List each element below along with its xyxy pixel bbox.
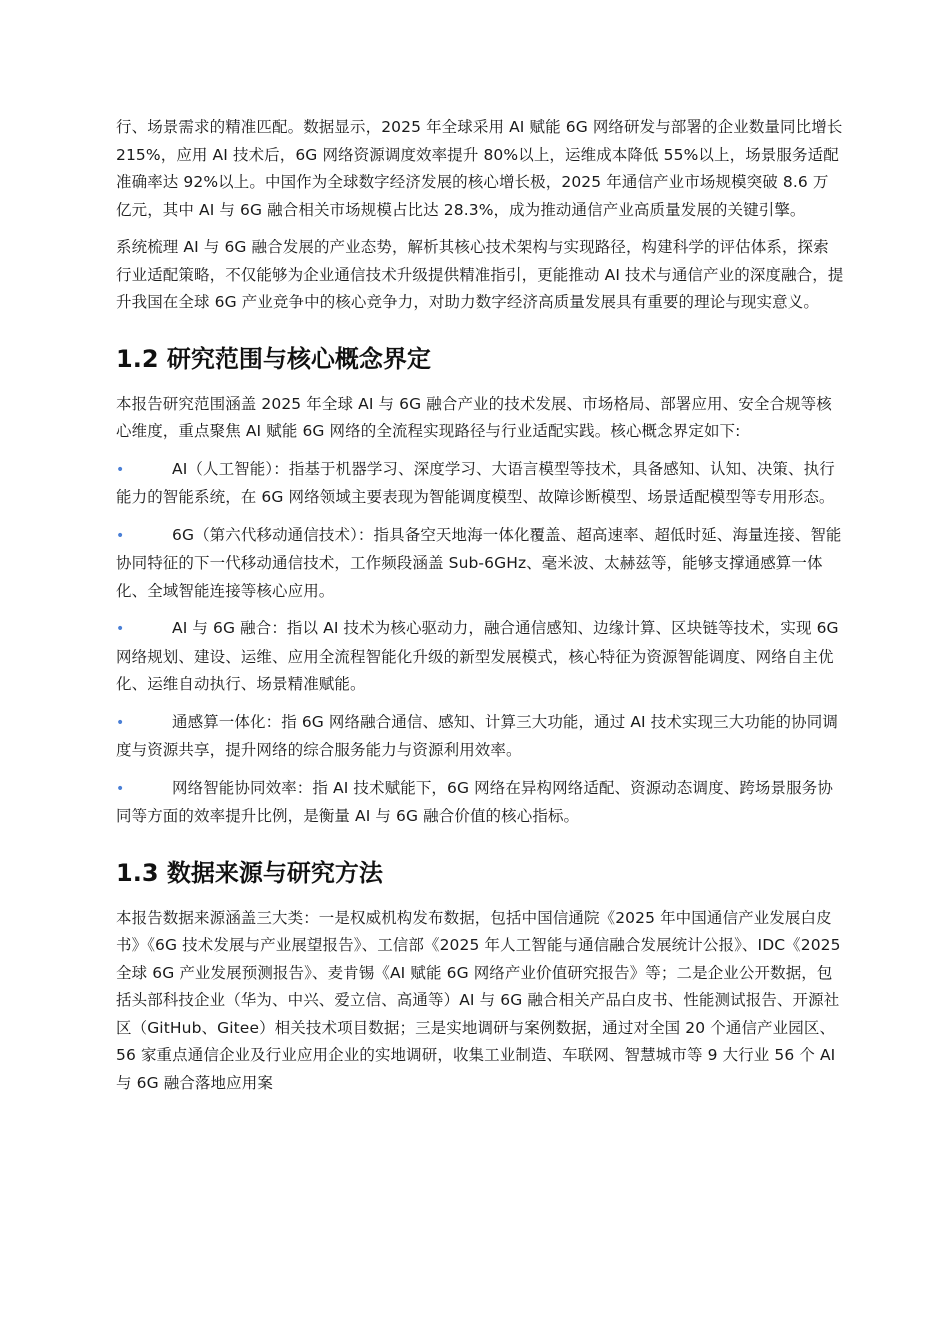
section-1-3-paragraph: 本报告数据来源涵盖三大类：一是权威机构发布数据，包括中国信通院《2025 年中国通信产业发展白皮书》《6G 技术发展与产业展望报告》、工信部《2025 年人工智能与通信融合发展统计公报》、IDC《2025 全球 6G 产业发展预测报告》、麦肯锡《AI 赋能 6G 网络产业价值研究报告》等；二是企业公开数据，包括头部科技企业（华为、中兴、爱立信、高通等）AI 与 6G 融合相关产品白皮书、性能测试报告、开源社区（GitHub、Gitee）相关技术项目数据；三是实地调研与案例数据，通过对全国 20 个通信产业园区、56 家重点通信企业及行业应用企业的实地调研，收集工业制造、车联网、智慧城市等 9 大行业 56 个 AI 与 6G 融合落地应用案 bbox=[116, 908, 841, 1092]
section-1-2-heading: 1.2 研究范围与核心概念界定 bbox=[116, 344, 431, 373]
document-body bbox=[116, 114, 844, 1107]
bullet-text: 通感算一体化：指 6G 网络融合通信、感知、计算三大功能，通过 AI 技术实现三大功能的协同调度与资源共享，提升网络的综合服务能力与资源利用效率。 bbox=[116, 712, 838, 759]
bullet-text: 网络智能协同效率：指 AI 技术赋能下，6G 网络在异构网络适配、资源动态调度、跨场景服务协同等方面的效率提升比例，是衡量 AI 与 6G 融合价值的核心指标。 bbox=[116, 778, 833, 825]
intro-paragraph-2: 系统梳理 AI 与 6G 融合发展的产业态势，解析其核心技术架构与实现路径，构建科学的评估体系，探索行业适配策略，不仅能够为企业通信技术升级提供精准指引，更能推动 AI 技术与通信产业的深度融合，提升我国在全球 6G 产业竞争中的核心竞争力，对助力数字经济高质量发展具有重要的理论与现实意义。 bbox=[116, 238, 844, 311]
bullet-dot-icon: • bbox=[116, 461, 125, 478]
section-1-3-heading: 1.3 数据来源与研究方法 bbox=[116, 858, 383, 887]
bullet-item-ai bbox=[116, 456, 844, 512]
bullet-text: AI（人工智能）：指基于机器学习、深度学习、大语言模型等技术，具备感知、认知、决策、执行能力的智能系统，在 6G 网络领域主要表现为智能调度模型、故障诊断模型、场景适配模型等专用形态。 bbox=[116, 459, 835, 506]
intro-paragraph-1: 行、场景需求的精准匹配。数据显示，2025 年全球采用 AI 赋能 6G 网络研发与部署的企业数量同比增长 215%，应用 AI 技术后，6G 网络资源调度效率提升 80%以上，运维成本降低 55%以上，场景服务适配准确率达 92%以上。中国作为全球数字经济发展的核心增长极，2025 年通信产业市场规模突破 8.6 万亿元，其中 AI 与 6G 融合相关市场规模占比达 28.3%，成为推动通信产业高质量发展的关键引擎。 bbox=[116, 118, 843, 219]
bullet-item-6g bbox=[116, 522, 844, 606]
bullet-text: AI 与 6G 融合：指以 AI 技术为核心驱动力，融合通信感知、边缘计算、区块链等技术，实现 6G 网络规划、建设、运维、应用全流程智能化升级的新型发展模式，核心特征为资源智能调度、网络自主优化、运维自动执行、场景精准赋能。 bbox=[116, 619, 839, 693]
bullet-item-network-efficiency bbox=[116, 775, 844, 831]
bullet-dot-icon: • bbox=[116, 714, 125, 731]
bullet-dot-icon: • bbox=[116, 780, 125, 797]
bullet-item-ai-6g-fusion bbox=[116, 615, 844, 699]
bullet-dot-icon: • bbox=[116, 621, 125, 637]
bullet-item-isac bbox=[116, 709, 844, 765]
bullet-text: 6G（第六代移动通信技术）：指具备空天地海一体化覆盖、超高速率、超低时延、海量连接、智能协同特征的下一代移动通信技术，工作频段涵盖 Sub-6GHz、毫米波、太赫兹等，能够支撑通感算一体化、全域智能连接等核心应用。 bbox=[116, 525, 842, 600]
section-1-2-intro: 本报告研究范围涵盖 2025 年全球 AI 与 6G 融合产业的技术发展、市场格局、部署应用、安全合规等核心维度，重点聚焦 AI 赋能 6G 网络的全流程实现路径与行业适配实践。核心概念界定如下: bbox=[116, 394, 832, 440]
bullet-dot-icon: • bbox=[116, 527, 125, 544]
